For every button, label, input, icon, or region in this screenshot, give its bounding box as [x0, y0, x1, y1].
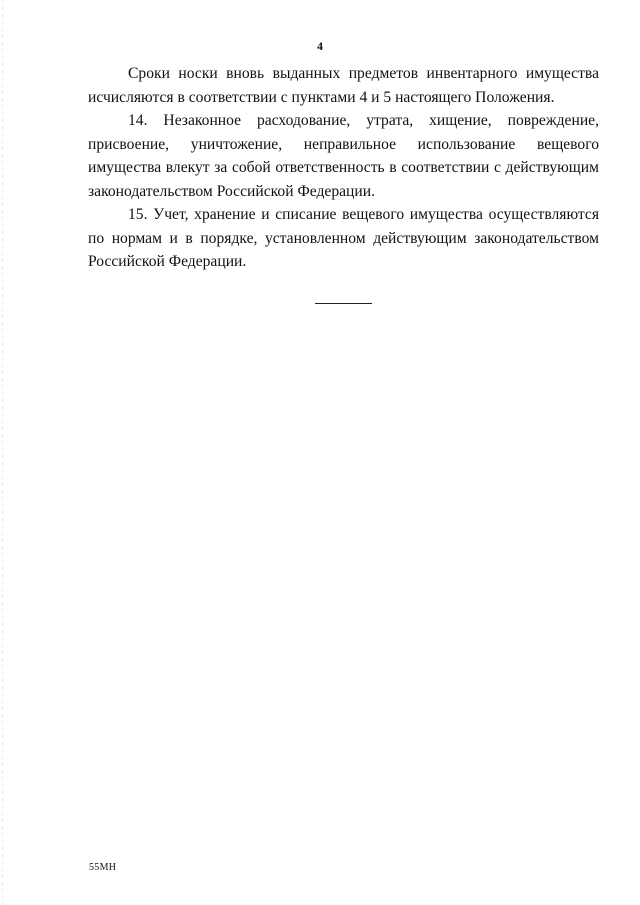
paragraph-inventory-wear-terms: Сроки носки вновь выданных предметов инвентарного имущества исчисляются в соответствии с пунктами 4 и 5 настоящего Положения.	[88, 65, 599, 106]
page-number: 4	[317, 39, 323, 53]
paragraph-15-accounting: 15. Учет, хранение и списание вещевого имущества осуществляются по нормам и в порядке, установленном действующим законодательством Российской Федерации.	[88, 206, 599, 270]
document-body	[88, 62, 599, 274]
end-of-text-rule	[315, 303, 372, 304]
paragraph-14-liability: 14. Незаконное расходование, утрата, хищение, повреждение, присвоение, уничтожение, неправильное использование вещевого имущества влекут за собой ответственность в соответствии с действующим законодательством Российской Федерации.	[88, 112, 599, 200]
footer-code: 55МН	[89, 862, 117, 873]
scan-edge	[2, 0, 3, 905]
